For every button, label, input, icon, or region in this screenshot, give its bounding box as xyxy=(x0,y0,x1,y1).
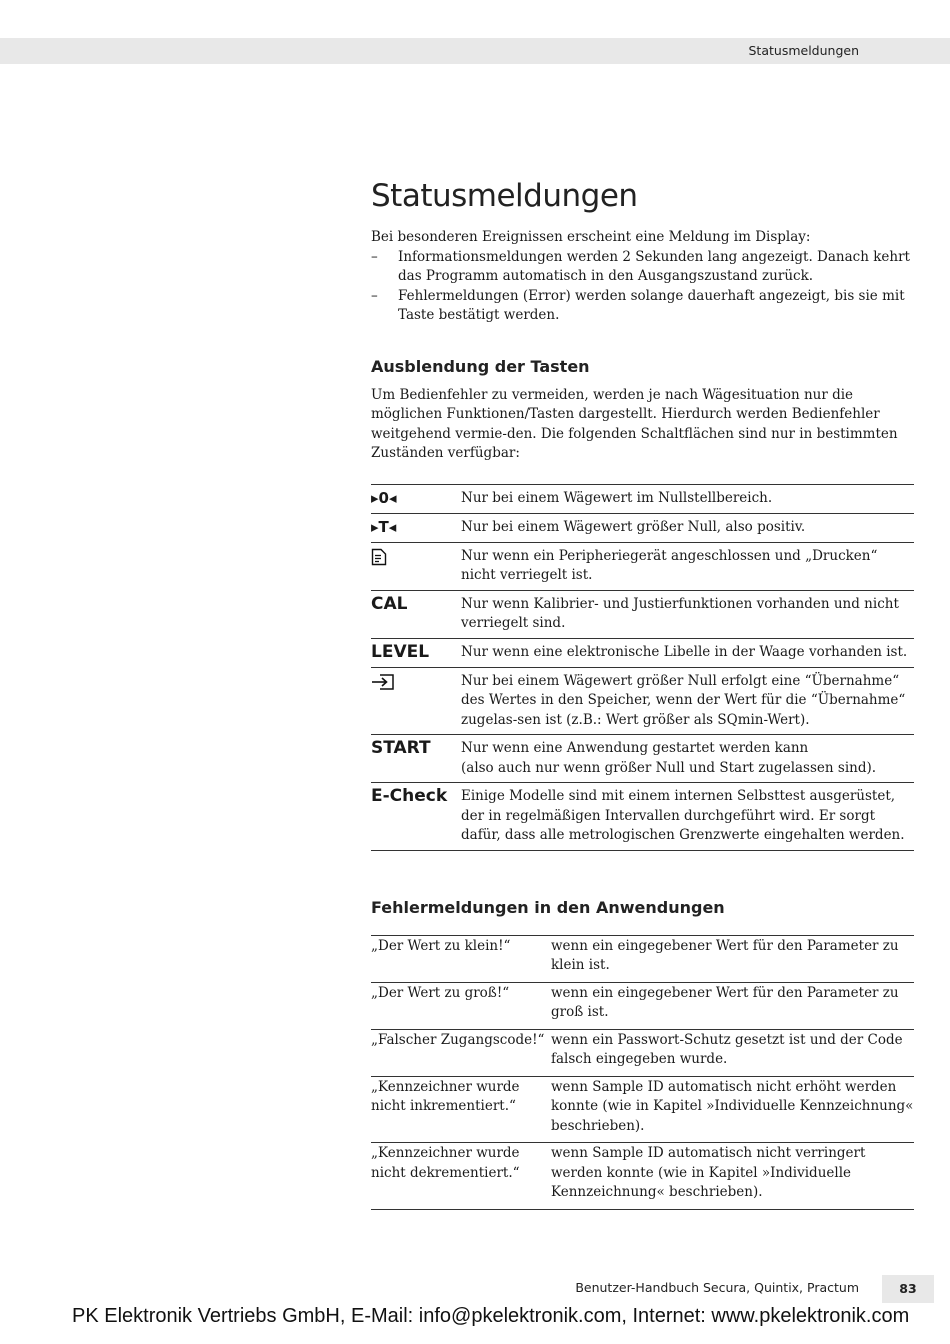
errors-table xyxy=(371,935,914,1210)
cal-key-label: CAL xyxy=(371,590,461,638)
table-row xyxy=(371,783,914,851)
table-row xyxy=(371,484,914,513)
error-description: wenn Sample ID automatisch nicht verringert werden konnte (wie in Kapitel »Individuelle Kennzeichnung« beschrieben). xyxy=(551,1143,914,1210)
list-dash: – xyxy=(371,248,378,265)
table-row xyxy=(371,1143,914,1210)
key-description: Nur wenn eine elektronische Libelle in der Waage vorhanden ist. xyxy=(461,638,914,667)
page-number-box xyxy=(882,1275,934,1303)
key-description: Nur bei einem Wägewert größer Null, also positiv. xyxy=(461,513,914,542)
error-message: „Der Wert zu klein!“ xyxy=(371,935,551,982)
error-description: wenn ein Passwort-Schutz gesetzt ist und der Code falsch eingegeben wurde. xyxy=(551,1029,914,1076)
page-title: Statusmeldungen xyxy=(371,178,638,214)
error-description: wenn ein eingegebener Wert für den Parameter zu klein ist. xyxy=(551,935,914,982)
error-description: wenn Sample ID automatisch nicht erhöht werden konnte (wie in Kapitel »Individuelle Kennzeichnung« beschrieben). xyxy=(551,1076,914,1143)
intro-list-item xyxy=(371,287,914,326)
key-description: Einige Modelle sind mit einem internen Selbsttest ausgerüstet, der in regelmäßigen Intervallen durchgeführt wird. Er sorgt dafür, dass alle metrologischen Grenzwerte eingehalten werden. xyxy=(461,783,914,851)
key-description: Nur bei einem Wägewert im Nullstellbereich. xyxy=(461,484,914,513)
error-message: „Falscher Zugangscode!“ xyxy=(371,1029,551,1076)
page-number: 83 xyxy=(899,1281,917,1296)
table-row xyxy=(371,590,914,638)
intro-lead: Bei besonderen Ereignissen erscheint eine Meldung im Display: xyxy=(371,229,811,245)
key-description: Nur wenn ein Peripheriegerät angeschlossen und „Drucken“ nicht verriegelt ist. xyxy=(461,542,914,590)
table-row xyxy=(371,982,914,1029)
table-row xyxy=(371,735,914,783)
table-row xyxy=(371,1029,914,1076)
section-heading-keys: Ausblendung der Tasten xyxy=(371,356,590,376)
table-row xyxy=(371,542,914,590)
table-row xyxy=(371,638,914,667)
table-row xyxy=(371,935,914,982)
table-row xyxy=(371,513,914,542)
key-description: Nur wenn Kalibrier- und Justierfunktionen vorhanden und nicht verriegelt sind. xyxy=(461,590,914,638)
main-content xyxy=(371,178,914,1210)
error-message: „Der Wert zu groß!“ xyxy=(371,982,551,1029)
tare-key-icon: ▸T◂ xyxy=(371,513,461,542)
error-message: „Kennzeichner wurde nicht dekrementiert.“ xyxy=(371,1143,551,1210)
table-row xyxy=(371,1076,914,1143)
section-heading-errors: Fehlermeldungen in den Anwendungen xyxy=(371,897,725,917)
footer-manual-title: Benutzer-Handbuch Secura, Quintix, Practum xyxy=(575,1280,859,1295)
keys-table xyxy=(371,484,914,851)
list-item-text: Fehlermeldungen (Error) werden solange dauerhaft angezeigt, bis sie mit Taste bestätigt werden. xyxy=(398,287,905,323)
table-row xyxy=(371,667,914,735)
running-header-title: Statusmeldungen xyxy=(748,43,859,58)
intro xyxy=(371,228,914,326)
error-message: „Kennzeichner wurde nicht inkrementiert.“ xyxy=(371,1076,551,1143)
header-bar xyxy=(0,38,950,64)
key-description-line: (also auch nur wenn größer Null und Start zugelassen sind). xyxy=(461,759,877,776)
start-key-label: START xyxy=(371,735,461,783)
section-paragraph-keys: Um Bedienfehler zu vermeiden, werden je nach Wägesituation nur die möglichen Funktionen/Tasten dargestellt. Hierdurch werden Bedienfehler weitgehend vermie-den. Die folgenden Schaltflächen sind nur in bestimmten Zuständen verfügbar: xyxy=(371,386,898,461)
print-document-icon xyxy=(371,548,387,566)
intro-list xyxy=(371,248,914,326)
zero-key-icon: ▸0◂ xyxy=(371,484,461,513)
intro-list-item xyxy=(371,248,914,287)
key-description: Nur bei einem Wägewert größer Null erfolgt eine “Übernahme“ des Wertes in den Speicher, wenn der Wert für die “Übernahme“ zugelas-sen ist (z.B.: Wert größer als SQmin-Wert). xyxy=(461,667,914,735)
echeck-key-label: E-Check xyxy=(371,783,461,851)
key-description-line: Nur wenn eine Anwendung gestartet werden kann xyxy=(461,740,809,756)
list-dash: – xyxy=(371,287,378,304)
watermark: PK Elektronik Vertriebs GmbH, E-Mail: info@pkelektronik.com, Internet: www.pkelektronik.com xyxy=(72,1305,910,1327)
list-item-text: Informationsmeldungen werden 2 Sekunden lang angezeigt. Danach kehrt das Programm automatisch in den Ausgangszustand zurück. xyxy=(398,248,910,284)
key-description xyxy=(461,735,914,783)
transfer-into-memory-icon xyxy=(371,673,395,691)
level-key-label: LEVEL xyxy=(371,638,461,667)
error-description: wenn ein eingegebener Wert für den Parameter zu groß ist. xyxy=(551,982,914,1029)
